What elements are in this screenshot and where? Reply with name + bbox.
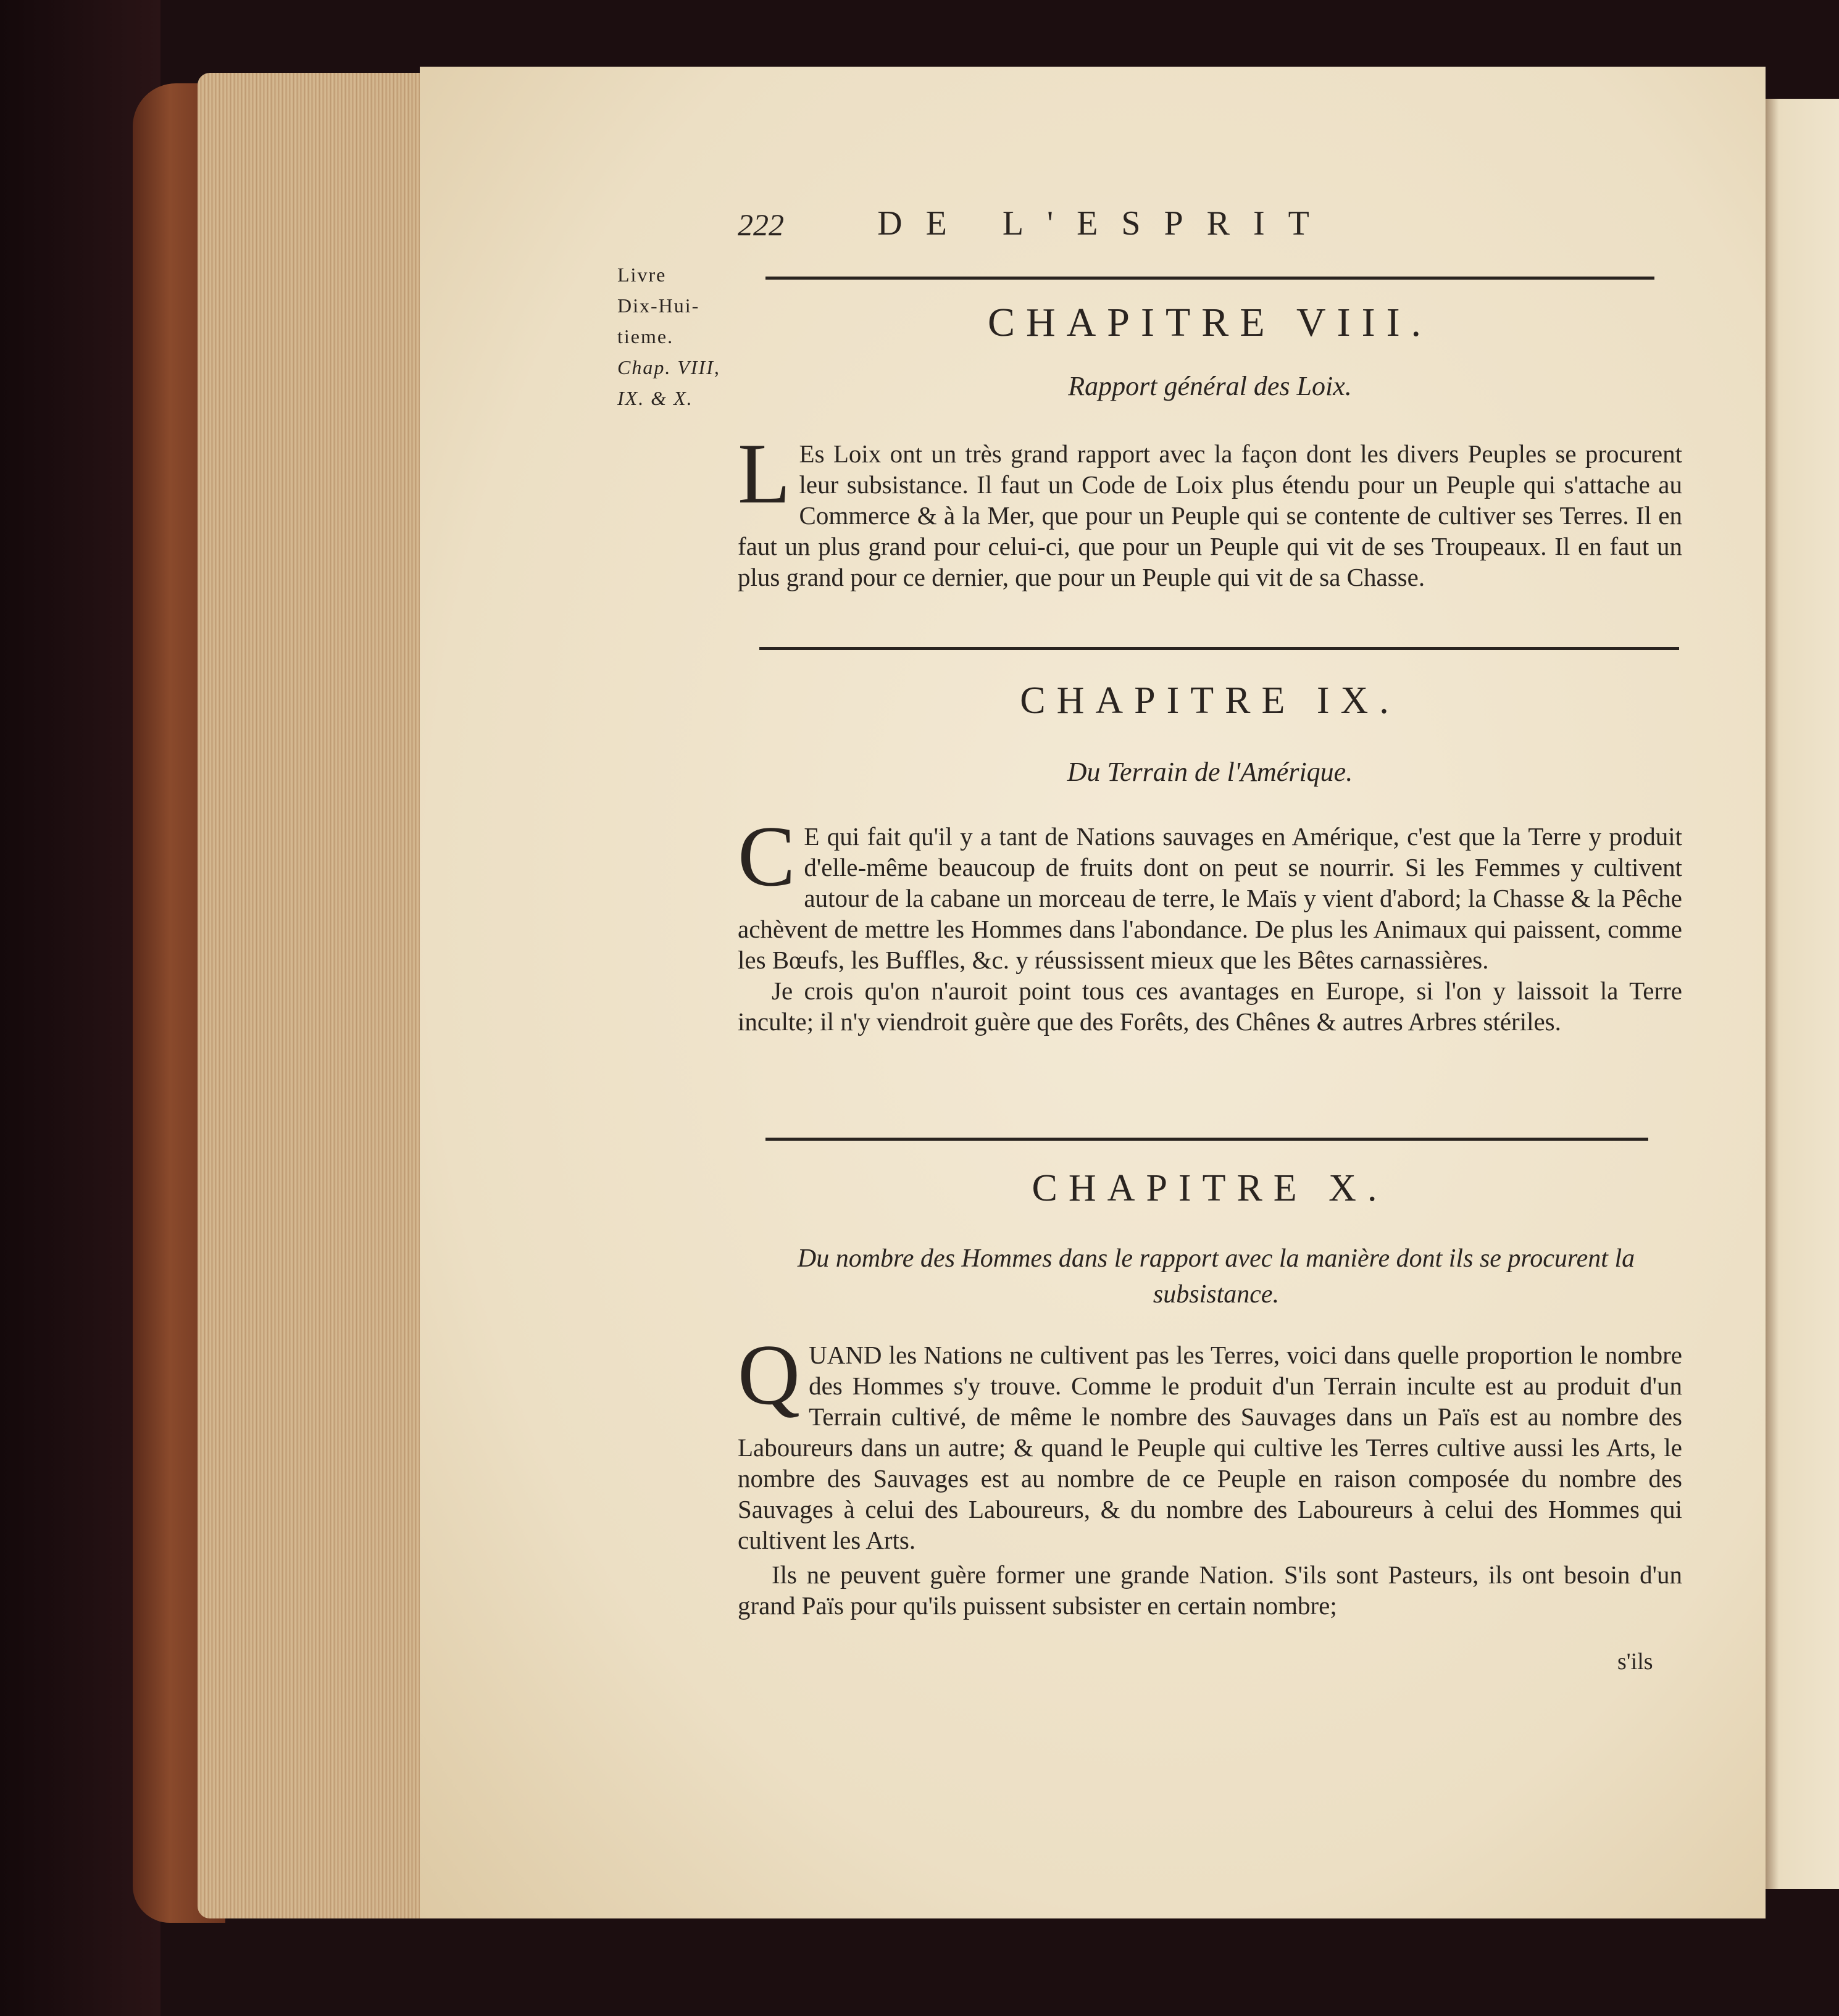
drop-cap: Q	[738, 1327, 801, 1423]
chapter-heading: CHAPITRE VIII.	[987, 300, 1433, 345]
margin-line: Livre	[617, 264, 667, 286]
drop-cap: L	[738, 426, 791, 522]
chapter-heading: CHAPITRE X.	[1032, 1167, 1388, 1209]
chapter-heading: CHAPITRE IX.	[1020, 680, 1400, 722]
paragraph: Ils ne peuvent guère former une grande Nation. S'ils sont Pasteurs, ils ont besoin d'un grand Païs pour qu'ils puissent subsister en certain nombre;	[738, 1560, 1682, 1620]
running-title: DE L'ESPRIT	[877, 204, 1333, 243]
catchword: s'ils	[1617, 1649, 1653, 1675]
chapter-subtitle: Rapport général des Loix.	[1068, 371, 1352, 401]
chapter-subtitle: Du Terrain de l'Amérique.	[1067, 757, 1353, 787]
page-edges	[198, 73, 426, 1918]
margin-line: tieme.	[617, 325, 674, 348]
chapter-rule	[765, 277, 1654, 280]
chapter-text	[738, 1327, 1682, 1621]
chapter-text	[738, 809, 1682, 1037]
chapter-rule	[765, 1138, 1648, 1141]
paragraph: E qui fait qu'il y a tant de Nations sauvages en Amérique, c'est que la Terre y produit d'elle-même beaucoup de fruits dont on peut se nourrir. Si les Femmes y cultivent autour de la cabane un morceau de terre, le Maïs y vient d'abord; la Chasse & la Pêche achèvent de mettre les Hommes dans l'abondance. De plus les Animaux qui paissent, comme les Bœufs, les Buffles, &c. y réussissent mieux que les Bêtes carnassières.	[738, 822, 1682, 974]
page-number: 222	[738, 207, 784, 242]
margin-line: IX. & X.	[617, 387, 693, 409]
paragraph: Es Loix ont un très grand rapport avec la façon dont les divers Peuples se procurent leur subsistance. Il faut un Code de Loix plus étendu pour un Peuple qui s'attache au Commerce & à la Mer, que pour un Peuple qui se contente de cultiver ses Terres. Il en faut un plus grand pour celui-ci, que pour un Peuple qui vit de ses Troupeaux. Il en faut un plus grand pour ce dernier, que pour un Peuple qui vit de sa Chasse.	[738, 439, 1682, 591]
chapter-text	[738, 426, 1682, 593]
facing-page-edge	[1753, 99, 1839, 1889]
chapter-rule	[759, 647, 1679, 650]
paragraph: UAND les Nations ne cultivent pas les Terres, voici dans quelle proportion le nombre des Hommes s'y trouve. Comme le produit d'un Terrain inculte est au produit d'un Terrain cultivé, de même le nombre des Sauvages dans un Païs est au nombre des Laboureurs dans un autre; & quand le Peuple qui cultive les Terres cultive aussi les Arts, le nombre des Sauvages est au nombre de ce Peuple en raison composée du nombre des Sauvages à celui des Laboureurs, & du nombre des Laboureurs à celui des Hommes qui cultivent les Arts.	[738, 1341, 1682, 1554]
drop-cap: C	[738, 809, 796, 904]
margin-line: Dix-Hui-	[617, 294, 700, 317]
margin-note	[617, 259, 728, 414]
margin-line: Chap. VIII,	[617, 356, 720, 378]
paragraph: Je crois qu'on n'auroit point tous ces avantages en Europe, si l'on y laissoit la Terre inculte; il n'y viendroit guère que des Forêts, des Chênes & autres Arbres stériles.	[738, 977, 1682, 1036]
chapter-subtitle: Du nombre des Hommes dans le rapport avec la manière dont ils se procurent la subsistance.	[797, 1244, 1635, 1309]
